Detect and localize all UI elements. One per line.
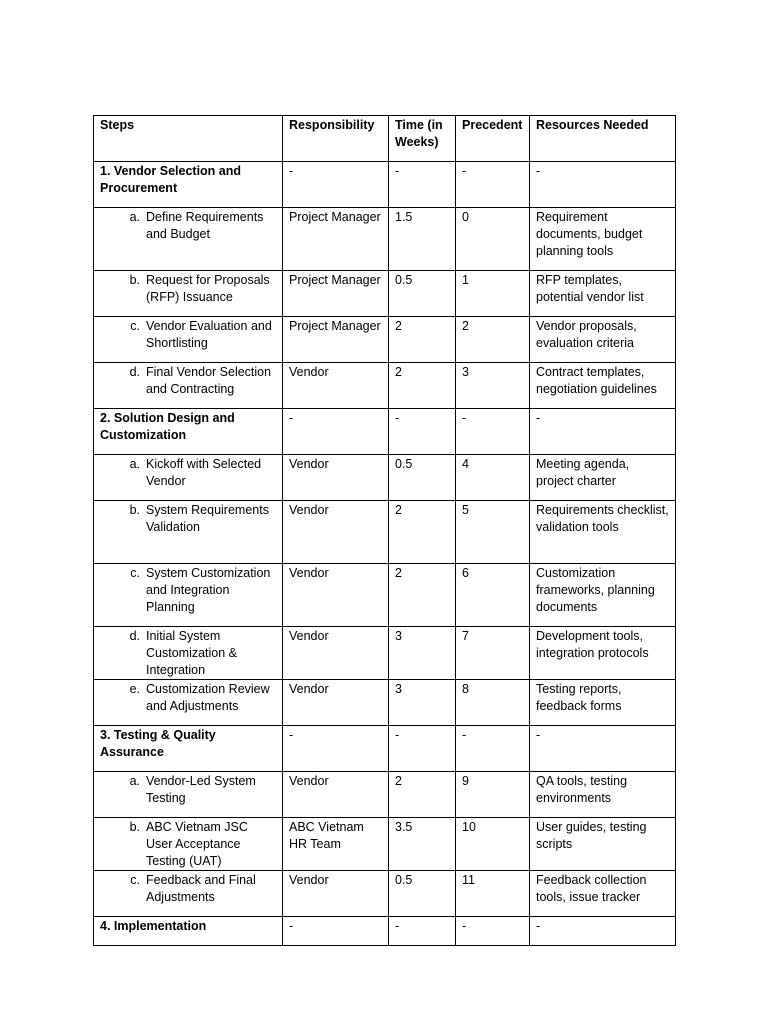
resources-cell: Requirement documents, budget planning tools	[530, 208, 676, 271]
table-body	[94, 162, 676, 946]
step-cell	[94, 627, 283, 680]
step-cell: 4. Implementation	[94, 917, 283, 946]
step-text: Define Requirements and Budget	[146, 210, 264, 241]
header-time: Time (in Weeks)	[389, 116, 456, 162]
step-text: System Requirements Validation	[146, 503, 269, 534]
sub-step	[100, 565, 276, 616]
sub-step	[100, 272, 276, 306]
step-letter: d.	[129, 629, 140, 643]
step-letter: c.	[130, 319, 140, 333]
table-row	[94, 363, 676, 409]
step-letter: a.	[129, 457, 140, 471]
table-row	[94, 271, 676, 317]
step-letter: b.	[129, 820, 140, 834]
step-text: Initial System Customization & Integration	[146, 629, 238, 677]
resources-cell: Development tools, integration protocols	[530, 627, 676, 680]
step-cell	[94, 680, 283, 726]
time-cell: 2	[389, 564, 456, 627]
resources-cell: Meeting agenda, project charter	[530, 455, 676, 501]
sub-step	[100, 209, 276, 243]
resources-cell: -	[530, 162, 676, 208]
step-letter: a.	[129, 210, 140, 224]
step-letter: b.	[129, 273, 140, 287]
precedent-cell: 1	[456, 271, 530, 317]
responsibility-cell: Vendor	[283, 627, 389, 680]
step-cell: 3. Testing & Quality Assurance	[94, 726, 283, 772]
step-cell: 2. Solution Design and Customization	[94, 409, 283, 455]
step-cell: 1. Vendor Selection and Procurement	[94, 162, 283, 208]
step-cell	[94, 271, 283, 317]
resources-cell: -	[530, 726, 676, 772]
time-cell: 2	[389, 363, 456, 409]
time-cell: 2	[389, 317, 456, 363]
step-cell	[94, 564, 283, 627]
sub-step	[100, 318, 276, 352]
precedent-cell: 8	[456, 680, 530, 726]
table-header-row	[94, 116, 676, 162]
header-precedent: Precedent	[456, 116, 530, 162]
responsibility-cell: Vendor	[283, 564, 389, 627]
resources-cell: RFP templates, potential vendor list	[530, 271, 676, 317]
precedent-cell: -	[456, 409, 530, 455]
sub-step	[100, 502, 276, 536]
precedent-cell: 0	[456, 208, 530, 271]
resources-cell: Requirements checklist, validation tools	[530, 501, 676, 564]
time-cell: 3	[389, 627, 456, 680]
header-steps: Steps	[94, 116, 283, 162]
responsibility-cell: ABC Vietnam HR Team	[283, 818, 389, 871]
precedent-cell: 6	[456, 564, 530, 627]
step-cell	[94, 455, 283, 501]
step-text: Vendor-Led System Testing	[146, 774, 256, 805]
responsibility-cell: Vendor	[283, 455, 389, 501]
table-row	[94, 501, 676, 564]
time-cell: -	[389, 409, 456, 455]
responsibility-cell: Project Manager	[283, 208, 389, 271]
precedent-cell: 11	[456, 871, 530, 917]
precedent-cell: -	[456, 162, 530, 208]
step-cell	[94, 772, 283, 818]
resources-cell: -	[530, 917, 676, 946]
precedent-cell: 4	[456, 455, 530, 501]
sub-step	[100, 364, 276, 398]
responsibility-cell: -	[283, 917, 389, 946]
resources-cell: Vendor proposals, evaluation criteria	[530, 317, 676, 363]
resources-cell: Customization frameworks, planning documents	[530, 564, 676, 627]
precedent-cell: 7	[456, 627, 530, 680]
step-letter: d.	[129, 365, 140, 379]
table-row	[94, 680, 676, 726]
header-responsibility: Responsibility	[283, 116, 389, 162]
step-letter: a.	[129, 774, 140, 788]
responsibility-cell: -	[283, 726, 389, 772]
responsibility-cell: Project Manager	[283, 271, 389, 317]
table-row	[94, 455, 676, 501]
time-cell: -	[389, 162, 456, 208]
step-letter: c.	[130, 566, 140, 580]
time-cell: 0.5	[389, 455, 456, 501]
precedent-cell: -	[456, 726, 530, 772]
resources-cell: QA tools, testing environments	[530, 772, 676, 818]
step-letter: c.	[130, 873, 140, 887]
time-cell: 2	[389, 772, 456, 818]
sub-step	[100, 456, 276, 490]
time-cell: 3	[389, 680, 456, 726]
project-plan-table	[93, 115, 676, 946]
table-row	[94, 627, 676, 680]
section-row	[94, 162, 676, 208]
step-text: Vendor Evaluation and Shortlisting	[146, 319, 272, 350]
responsibility-cell: Vendor	[283, 363, 389, 409]
step-cell	[94, 363, 283, 409]
step-cell	[94, 818, 283, 871]
precedent-cell: 3	[456, 363, 530, 409]
precedent-cell: 5	[456, 501, 530, 564]
table-row	[94, 564, 676, 627]
sub-step	[100, 773, 276, 807]
step-letter: e.	[129, 682, 140, 696]
step-text: Request for Proposals (RFP) Issuance	[146, 273, 270, 304]
step-text: Kickoff with Selected Vendor	[146, 457, 262, 488]
table-row	[94, 871, 676, 917]
precedent-cell: 2	[456, 317, 530, 363]
responsibility-cell: Vendor	[283, 871, 389, 917]
resources-cell: User guides, testing scripts	[530, 818, 676, 871]
step-text: Customization Review and Adjustments	[146, 682, 270, 713]
step-letter: b.	[129, 503, 140, 517]
header-resources: Resources Needed	[530, 116, 676, 162]
responsibility-cell: Vendor	[283, 772, 389, 818]
sub-step	[100, 681, 276, 715]
responsibility-cell: Vendor	[283, 680, 389, 726]
section-row	[94, 409, 676, 455]
step-text: System Customization and Integration Planning	[146, 566, 271, 614]
time-cell: 3.5	[389, 818, 456, 871]
responsibility-cell: -	[283, 409, 389, 455]
section-row	[94, 726, 676, 772]
sub-step	[100, 872, 276, 906]
resources-cell: Testing reports, feedback forms	[530, 680, 676, 726]
step-cell	[94, 208, 283, 271]
table-row	[94, 317, 676, 363]
precedent-cell: -	[456, 917, 530, 946]
table-row	[94, 208, 676, 271]
responsibility-cell: Project Manager	[283, 317, 389, 363]
time-cell: 1.5	[389, 208, 456, 271]
time-cell: 2	[389, 501, 456, 564]
sub-step	[100, 628, 276, 679]
step-text: Final Vendor Selection and Contracting	[146, 365, 272, 396]
time-cell: 0.5	[389, 271, 456, 317]
resources-cell: Feedback collection tools, issue tracker	[530, 871, 676, 917]
table-row	[94, 818, 676, 871]
time-cell: 0.5	[389, 871, 456, 917]
step-cell	[94, 871, 283, 917]
responsibility-cell: Vendor	[283, 501, 389, 564]
table-row	[94, 772, 676, 818]
sub-step	[100, 819, 276, 870]
precedent-cell: 10	[456, 818, 530, 871]
precedent-cell: 9	[456, 772, 530, 818]
responsibility-cell: -	[283, 162, 389, 208]
resources-cell: Contract templates, negotiation guidelines	[530, 363, 676, 409]
time-cell: -	[389, 917, 456, 946]
section-row	[94, 917, 676, 946]
resources-cell: -	[530, 409, 676, 455]
step-text: ABC Vietnam JSC User Acceptance Testing (UAT)	[146, 820, 248, 868]
step-text: Feedback and Final Adjustments	[146, 873, 256, 904]
step-cell	[94, 501, 283, 564]
step-cell	[94, 317, 283, 363]
time-cell: -	[389, 726, 456, 772]
